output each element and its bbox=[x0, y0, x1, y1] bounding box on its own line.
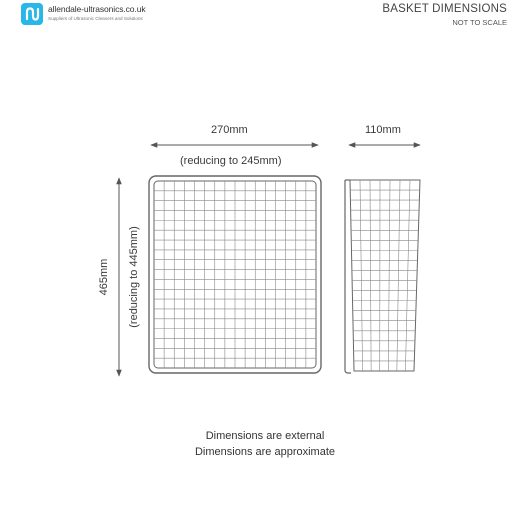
width-label: 270mm bbox=[211, 124, 248, 136]
mesh-wire bbox=[388, 180, 390, 371]
scale-note: NOT TO SCALE bbox=[452, 18, 507, 27]
depth-label: 110mm bbox=[365, 124, 401, 136]
basket-side-view bbox=[345, 180, 420, 373]
mesh-wire bbox=[360, 180, 363, 371]
mesh-wire bbox=[397, 180, 400, 371]
note-external: Dimensions are external bbox=[205, 430, 325, 442]
logo-tagline: Suppliers of Ultrasonic Cleaners and Solutions bbox=[48, 16, 143, 21]
mesh-wire bbox=[370, 180, 371, 371]
height-reduced-label: (reducing to 445mm) bbox=[128, 226, 140, 328]
note-approximate: Dimensions are approximate bbox=[194, 446, 335, 458]
height-label: 465mm bbox=[98, 258, 110, 296]
mesh-wire bbox=[405, 180, 410, 371]
basket-front-view bbox=[149, 176, 321, 373]
width-reduced-label: (reducing to 245mm) bbox=[180, 155, 282, 167]
page-title: BASKET DIMENSIONS bbox=[382, 3, 507, 15]
logo-name: allendale-ultrasonics.co.uk bbox=[48, 4, 146, 14]
